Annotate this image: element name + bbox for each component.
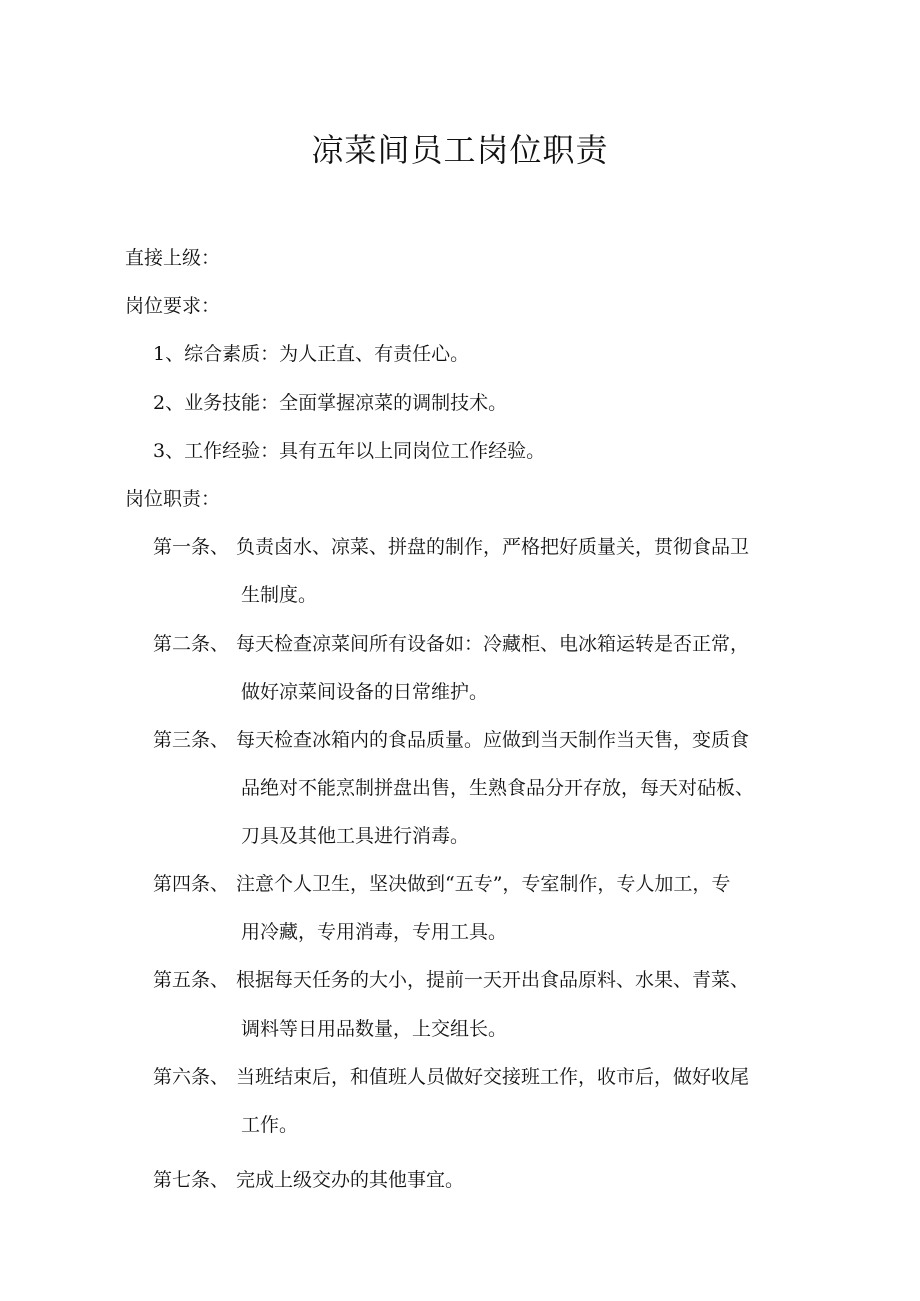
article-text-line: 刀具及其他工具进行消毒。 [241, 825, 470, 847]
article-text-line: 做好凉菜间设备的日常维护。 [241, 681, 489, 703]
duty-article [153, 966, 793, 994]
duty-article [153, 1063, 793, 1091]
article-text-line: 调料等日用品数量，上交组长。 [241, 1018, 508, 1040]
article-number: 第三条、 [153, 729, 230, 751]
article-text-line: 每天检查冰箱内的食品质量。应做到当天制作当天售，变质食 [236, 729, 750, 751]
article-text-line: 根据每天任务的大小，提前一天开出食品原料、水果、青菜、 [236, 969, 750, 991]
article-number: 第五条、 [153, 969, 230, 991]
duty-article-continuation [153, 1111, 793, 1139]
requirement-item: 3、工作经验：具有五年以上同岗位工作经验。 [153, 440, 546, 462]
article-number: 第六条、 [153, 1066, 230, 1088]
requirement-item: 1、综合素质：为人正直、有责任心。 [153, 343, 470, 365]
article-number: 第四条、 [153, 873, 230, 895]
article-text-line: 工作。 [241, 1114, 299, 1136]
article-text-line: 生制度。 [241, 584, 318, 606]
duty-article-continuation [153, 1015, 793, 1043]
duty-article-continuation [153, 774, 793, 802]
duty-article-continuation [153, 581, 793, 609]
duty-article-continuation [153, 678, 793, 706]
article-text-line: 负责卤水、凉菜、拼盘的制作，严格把好质量关，贯彻食品卫 [236, 536, 750, 558]
article-text-line: 每天检查凉菜间所有设备如：冷藏柜、电冰箱运转是否正常， [236, 633, 750, 655]
article-number: 第一条、 [153, 536, 230, 558]
article-text-line: 当班结束后，和值班人员做好交接班工作，收市后，做好收尾 [236, 1066, 750, 1088]
requirements-heading: 岗位要求： [125, 295, 221, 317]
article-text-line: 注意个人卫生，坚决做到“五专”，专室制作，专人加工，专 [236, 873, 731, 895]
article-number: 第七条、 [153, 1169, 230, 1191]
duty-article [153, 533, 793, 561]
direct-superior-label: 直接上级： [125, 247, 221, 269]
duty-article-continuation [153, 822, 793, 850]
article-text-line: 完成上级交办的其他事宜。 [236, 1169, 465, 1191]
duty-article [153, 630, 793, 658]
duty-article [153, 1166, 793, 1194]
requirement-item: 2、业务技能：全面掌握凉菜的调制技术。 [153, 392, 508, 414]
duty-article [153, 726, 793, 754]
duty-article [153, 870, 793, 898]
duty-article-continuation [153, 918, 793, 946]
page-title: 凉菜间员工岗位职责 [311, 131, 609, 169]
article-text-line: 品绝对不能烹制拼盘出售，生熟食品分开存放，每天对砧板、 [241, 777, 755, 799]
article-text-line: 用冷藏，专用消毒，专用工具。 [241, 921, 508, 943]
duties-heading: 岗位职责： [125, 488, 221, 510]
article-number: 第二条、 [153, 633, 230, 655]
